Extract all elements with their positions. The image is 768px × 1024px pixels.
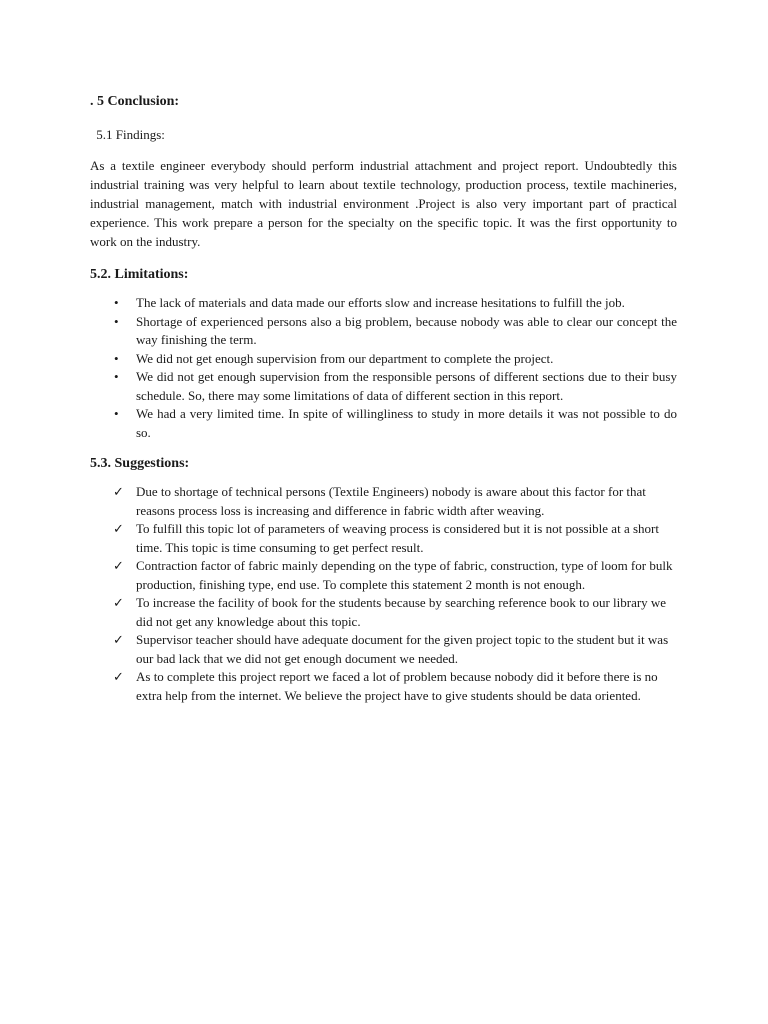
list-item-text: To fulfill this topic lot of parameters of weaving process is considered but it is not possible at a short time. This topic is time consuming to get perfect result. <box>136 521 659 555</box>
list-item <box>90 350 677 369</box>
list-item-text: Contraction factor of fabric mainly depending on the type of fabric, construction, type of loom for bulk production, finishing type, end use. To complete this statement 2 month is not enough. <box>136 558 673 592</box>
checkmark-icon: ✓ <box>113 595 124 610</box>
list-item <box>90 557 677 594</box>
bullet-icon: • <box>114 350 119 366</box>
suggestions-list <box>90 483 677 705</box>
list-item <box>90 594 677 631</box>
list-item <box>90 520 677 557</box>
list-item-text: The lack of materials and data made our efforts slow and increase hesitations to fulfill the job. <box>136 295 625 310</box>
bullet-icon: • <box>114 369 119 384</box>
list-item <box>90 368 677 405</box>
checkmark-icon: ✓ <box>113 484 124 499</box>
list-item-text: We had a very limited time. In spite of willingliness to study in more details it was not possible to do so. <box>136 406 677 440</box>
list-item <box>90 631 677 668</box>
list-item-text: We did not get enough supervision from our department to complete the project. <box>136 350 554 366</box>
list-item-text: Due to shortage of technical persons (Textile Engineers) nobody is aware about this factor for that reasons process loss is increasing and difference in fabric width after weaving. <box>136 484 646 518</box>
conclusion-heading: . 5 Conclusion: <box>90 94 180 109</box>
list-item <box>90 483 677 520</box>
findings-subheading: 5.1 Findings: <box>93 127 165 142</box>
suggestions-heading: 5.3. Suggestions: <box>90 456 190 471</box>
document-content <box>90 92 677 705</box>
list-item-text: We did not get enough supervision from the responsible persons of different sections due to their busy schedule. So, there may some limitations of data of different section in this report. <box>136 369 677 403</box>
bullet-icon: • <box>114 406 119 421</box>
checkmark-icon: ✓ <box>113 558 124 573</box>
list-item <box>90 405 677 442</box>
bullet-icon: • <box>114 295 119 310</box>
bullet-icon: • <box>114 313 119 329</box>
findings-paragraph: As a textile engineer everybody should perform industrial attachment and project report. Undoubtedly this industrial training was very helpful to learn about textile technology, production process, textile machineries, industrial management, match with industrial environment .Project is also very important part of practical experience. This work prepare a person for the specialty on the specific topic. It was the first opportunity to work on the industry. <box>90 158 677 249</box>
list-item-text: As to complete this project report we faced a lot of problem because nobody did it before there is no extra help from the internet. We believe the project have to give students should be data oriented. <box>136 669 658 703</box>
list-item <box>90 294 677 313</box>
checkmark-icon: ✓ <box>113 521 124 536</box>
limitations-heading: 5.2. Limitations: <box>90 267 189 282</box>
list-item <box>90 668 677 705</box>
limitations-list <box>90 294 677 442</box>
checkmark-icon: ✓ <box>113 632 124 647</box>
list-item-text: Shortage of experienced persons also a big problem, because nobody was able to clear our concept the way finishing the term. <box>136 313 677 347</box>
list-item <box>90 313 677 350</box>
list-item-text: Supervisor teacher should have adequate document for the given project topic to the student but it was our bad lack that we did not get enough document we needed. <box>136 632 669 666</box>
checkmark-icon: ✓ <box>113 669 124 684</box>
list-item-text: To increase the facility of book for the students because by searching reference book to our library we did not get any knowledge about this topic. <box>136 595 667 629</box>
